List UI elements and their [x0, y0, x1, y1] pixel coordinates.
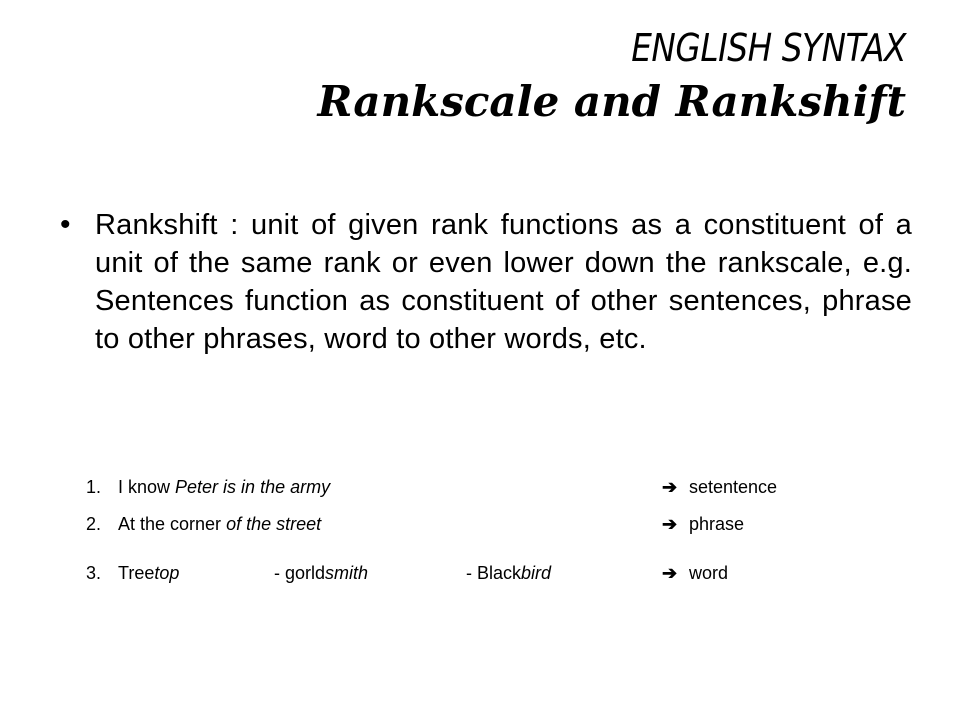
example-result: setentence: [689, 477, 778, 497]
example-italic: Peter is in the army: [175, 477, 331, 497]
example-italic: smith: [325, 563, 369, 583]
example-result: word: [689, 563, 729, 583]
example-word-2: [274, 560, 368, 586]
example-row: [0, 560, 960, 586]
example-number: 3.: [86, 563, 102, 583]
example-plain: Tree: [118, 563, 155, 583]
example-plain: - Black: [466, 563, 522, 583]
example-word-3: [466, 560, 551, 586]
example-text: [118, 474, 330, 500]
example-row: [0, 474, 960, 500]
example-word-1: [118, 560, 179, 586]
bullet-icon: •: [60, 208, 71, 241]
example-italic: top: [154, 563, 180, 583]
arrow-right-icon: ➔: [662, 477, 678, 497]
example-number: 2.: [86, 514, 102, 534]
slide-subtitle: Rankscale and Rankshift: [317, 77, 906, 126]
slide-title: ENGLISH SYNTAX: [631, 26, 906, 70]
arrow-right-icon: ➔: [662, 514, 678, 534]
example-row: [0, 511, 960, 537]
example-number: 1.: [86, 477, 102, 497]
example-plain: At the corner: [118, 514, 227, 534]
example-plain: I know: [118, 477, 176, 497]
example-italic: bird: [521, 563, 552, 583]
example-italic: of the street: [226, 514, 322, 534]
arrow-right-icon: ➔: [662, 563, 678, 583]
title-block: [146, 24, 906, 130]
example-text: [118, 511, 321, 537]
example-result: phrase: [689, 514, 745, 534]
example-plain: - gorld: [274, 563, 326, 583]
bullet-text: Rankshift : unit of given rank functions as a constituent of a unit of the same rank or even lower down the rankscale, e.g. Sentences function as constituent of other sentences, phrase to other phrases, word to other words, etc.: [95, 209, 912, 355]
bullet-item: [60, 206, 912, 358]
